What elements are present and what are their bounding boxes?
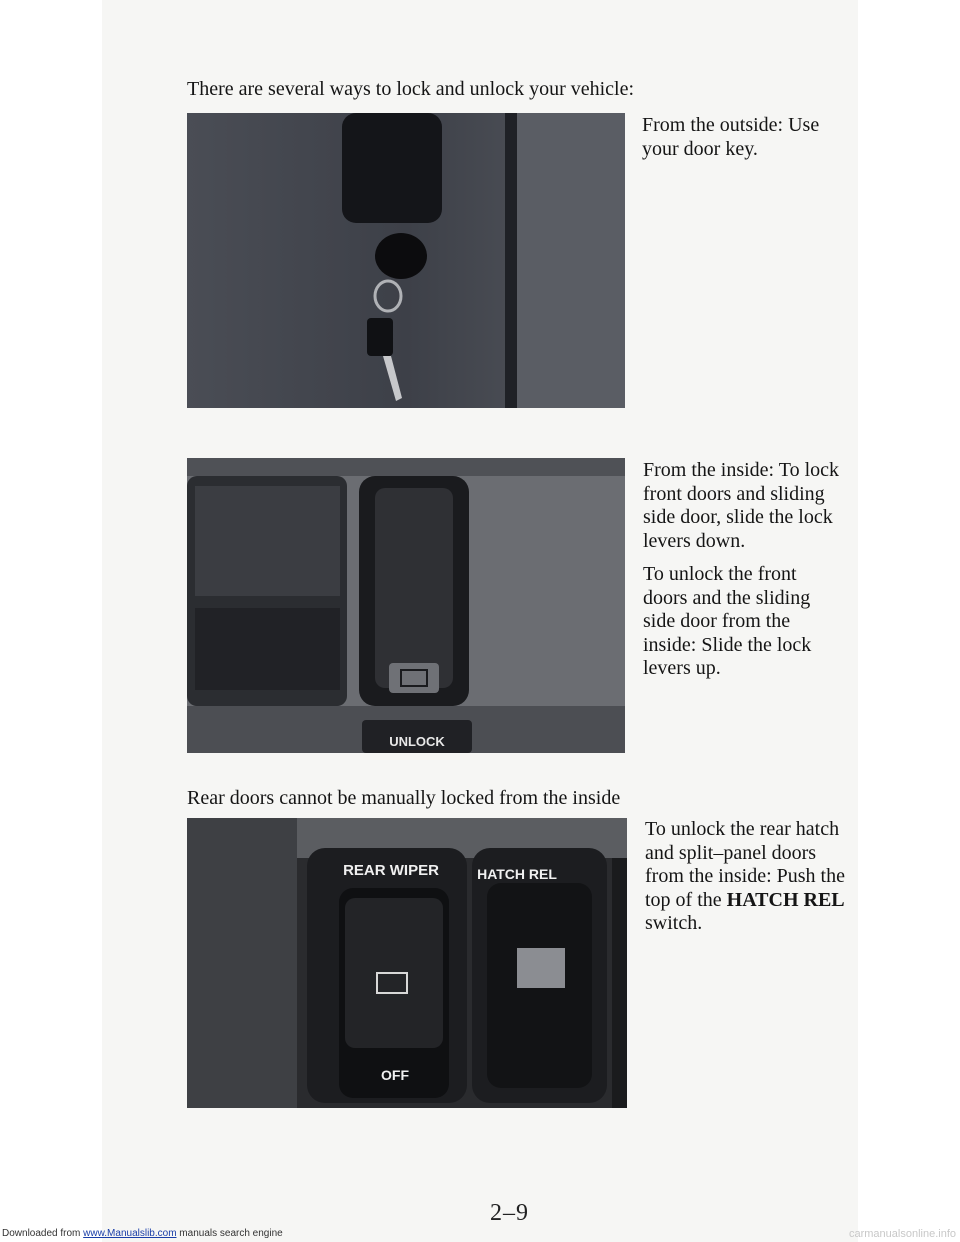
lock-lever-photo [187,458,625,753]
switch-panel-photo [187,818,627,1108]
rear-doors-note: Rear doors cannot be manually locked from the inside [187,787,621,809]
footer-prefix: Downloaded from [2,1228,84,1239]
hatch-rel-bold: HATCH REL [726,888,845,911]
inside-lock-text: From the inside: To lock front doors and sliding side door, slide the lock levers down. [643,459,839,552]
footer-attribution [2,1226,283,1242]
footer-suffix: manuals search engine [176,1228,283,1239]
door-key-photo [187,113,625,408]
hatch-text-end: switch. [645,912,703,934]
hatch-text [645,818,845,936]
manualslib-link[interactable]: www.Manualslib.com [83,1228,177,1239]
off-label: OFF [381,1067,409,1083]
inside-unlock-text: To unlock the front doors and the sliding side door from the inside: Slide the lock levers up. [643,563,812,679]
watermark: carmanualsonline.info [848,1228,956,1240]
intro-text: There are several ways to lock and unlock your vehicle: [187,78,635,100]
hatch-text-main: To unlock the rear hatch and split–panel doors from the inside: Push the top of the [645,818,845,911]
unlock-label: UNLOCK [389,734,445,749]
rear-wiper-label: REAR WIPER [343,862,439,879]
page-number: 2–9 [490,1200,529,1226]
outside-text: From the outside: Use your door key. [642,114,820,160]
hatch-rel-label: HATCH REL [477,866,557,882]
footer [0,1226,960,1242]
